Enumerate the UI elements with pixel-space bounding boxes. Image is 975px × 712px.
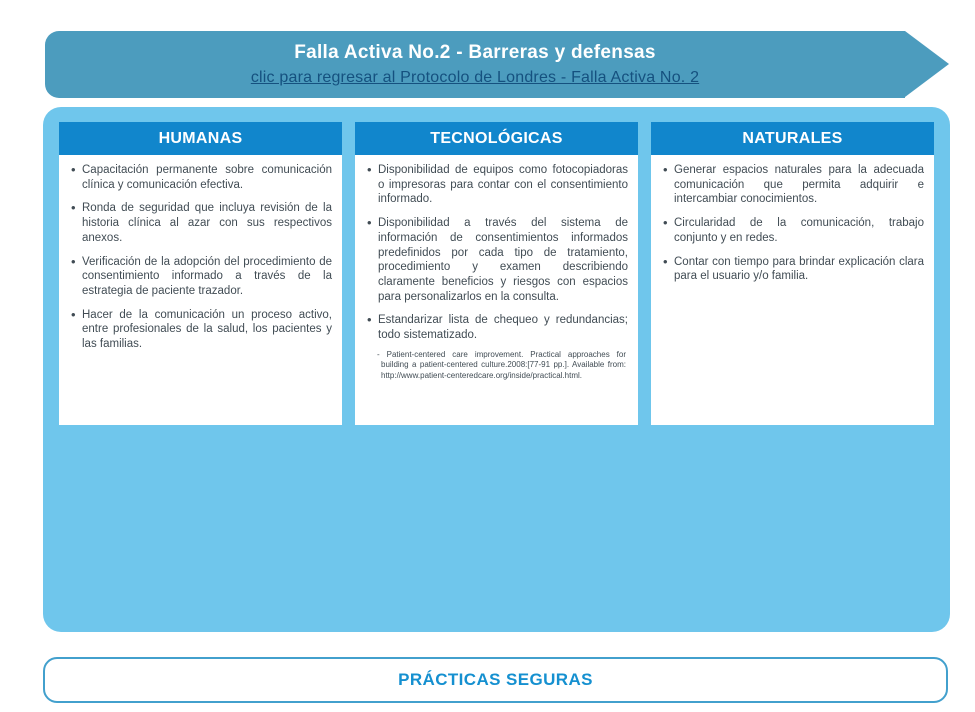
safe-practices-button[interactable] (43, 657, 948, 703)
back-to-protocol-link[interactable]: clic para regresar al Protocolo de Londres - Falla Activa No. 2 (250, 69, 700, 86)
barrier-card (651, 122, 934, 425)
list-item: • Ronda de seguridad que incluya revisión de la historia clínica al azar con sus respectivos anexos. (71, 201, 332, 245)
cards-row (59, 122, 934, 425)
list-item: • Contar con tiempo para brindar explicación clara para el usuario y/o familia. (663, 255, 924, 284)
safe-practices-label: PRÁCTICAS SEGURAS (398, 670, 593, 689)
list-item: • Circularidad de la comunicación, trabajo conjunto y en redes. (663, 216, 924, 245)
content-panel (43, 107, 950, 632)
list-item: • Estandarizar lista de chequeo y redundancias; todo sistematizado. (367, 313, 628, 342)
card-title: HUMANAS (59, 122, 342, 155)
list-item: • Generar espacios naturales para la adecuada comunicación que permita adquirir e intercambiar conocimientos. (663, 163, 924, 207)
list-item: • Hacer de la comunicación un proceso activo, entre profesionales de la salud, los pacientes y las familias. (71, 308, 332, 352)
bullet-list (71, 163, 332, 361)
bullet-list (663, 163, 924, 293)
page-title: Falla Activa No.2 - Barreras y defensas (294, 42, 656, 63)
barrier-card (355, 122, 638, 425)
list-item: • Disponibilidad a través del sistema de información de consentimientos informados predefinidos por cada tipo de tratamiento, procedimiento y examen describiendo claramente beneficios y riesgos con espacios para personalizarlos en la consulta. (367, 216, 628, 304)
bullet-list (367, 163, 628, 352)
list-item: • Disponibilidad de equipos como fotocopiadoras o impresoras para contar con el consentimiento informado. (367, 163, 628, 207)
list-item: • Verificación de la adopción del procedimiento de consentimiento informado a través de la estrategia de paciente trazador. (71, 255, 332, 299)
card-title: NATURALES (651, 122, 934, 155)
list-item: • Capacitación permanente sobre comunicación clínica y comunicación efectiva. (71, 163, 332, 192)
citation-text: - Patient-centered care improvement. Practical approaches for building a patient-centered culture.2008:[77-91 pp.]. Available from: http://www.patient-centeredcare.org/inside/practical.html. (377, 349, 626, 380)
barrier-card (59, 122, 342, 425)
title-banner (45, 31, 905, 98)
card-title: TECNOLÓGICAS (355, 122, 638, 155)
